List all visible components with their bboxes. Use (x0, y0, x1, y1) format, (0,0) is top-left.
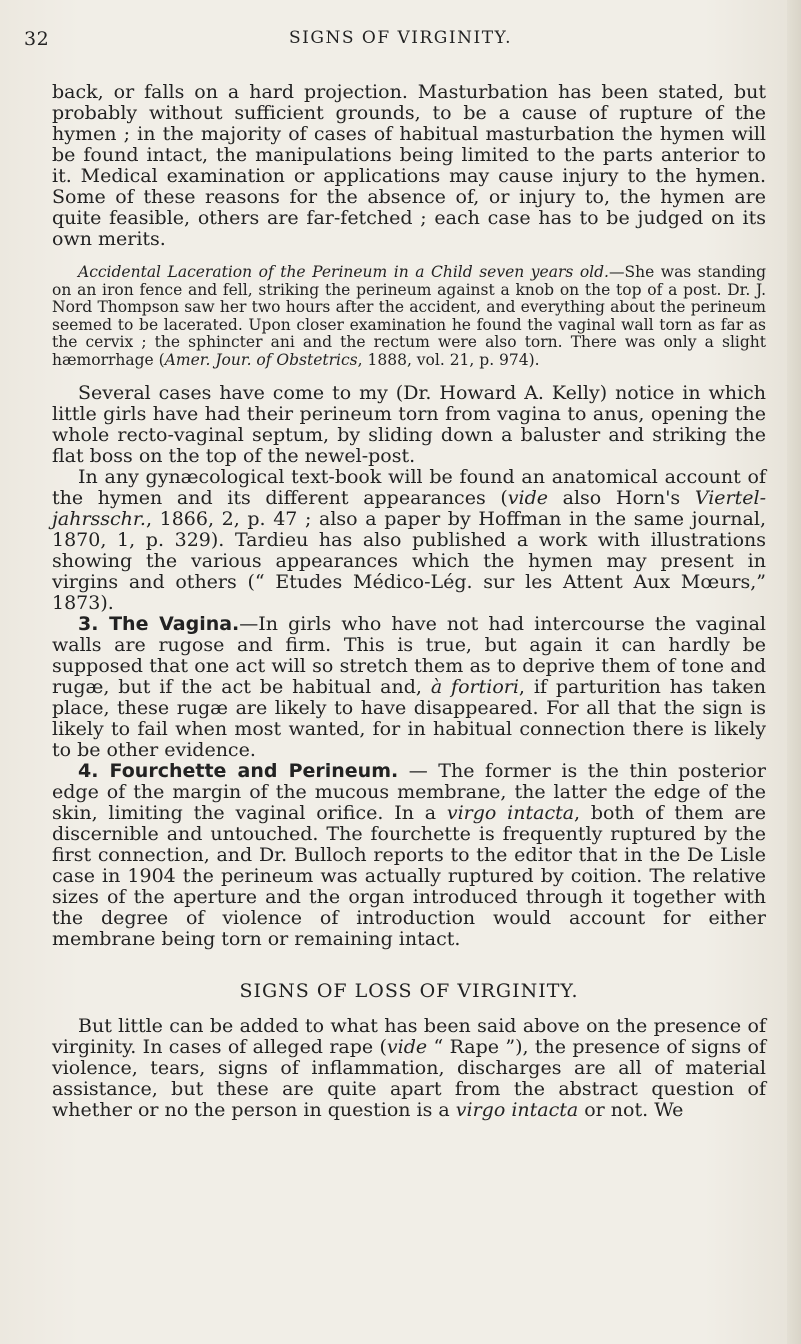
vide-italic: vide (507, 487, 548, 509)
journal-italic: Viertel-jahrsschr. (52, 487, 766, 530)
section-vagina-text: —In girls who have not had intercourse the vaginal walls are rugose and firm. This is true, but again it can hardly be supposed that one act will so stretch them as to deprive them of tone and rugæ, but if the act be habitual and, (52, 613, 766, 698)
heading-vagina: 3. The Vagina. (78, 613, 240, 635)
paragraph-anatomy-text-2: also Horn's (547, 487, 695, 509)
case-title: Accidental Laceration of the Perineum in a Child seven years old. (78, 263, 609, 281)
fortiori-italic: à fortiori (430, 676, 519, 698)
page-edge (787, 0, 801, 1344)
paragraph-anatomy-text-3: , 1866, 2, p. 47 ; also a paper by Hoffman in the same journal, 1870, 1, p. 329). Tardieu has also published a work with illustrations showing the various appearances which the hymen may present in virgins and others (“ Etudes Médico-Lég. sur les Attent Aux Mœurs,” 1873). (52, 508, 766, 614)
vide-italic-2: vide (386, 1036, 428, 1058)
page-number: 32 (24, 28, 50, 50)
section-vagina-text-2: , if parturition has taken place, these rugæ are likely to have disappeared. For all that the sign is likely to fail when most wanted, for in habitual connection there is likely to be other evidence. (52, 676, 766, 761)
paragraph-masturbation: back, or falls on a hard projection. Masturbation has been stated, but probably without sufficient grounds, to be a cause of rupture of the hymen ; in the majority of cases of habitual masturbation the hymen will be found intact, the manipulations being limited to the parts anterior to it. Medical examination or applications may cause injury to the hymen. Some of these reasons for the absence of, or injury to, the hymen are quite feasible, others are far-fetched ; each case has to be judged on its own merits. (52, 81, 766, 250)
section-vagina (52, 614, 766, 761)
paragraph-loss-text-3: or not. We (578, 1099, 684, 1121)
section-fourchette-text: — The former is the thin posterior edge of the margin of the mucous membrane, the latter the edge of the skin, limiting the vaginal orifice. In a (52, 760, 767, 824)
paragraph-anatomy-text: In any gynæcological text-book will be found an anatomical account of the hymen and its different appearances ( (52, 466, 766, 509)
running-head: SIGNS OF VIRGINITY. (289, 28, 512, 48)
case-text: —She was standing on an iron fence and fell, striking the perineum against a knob on the top of a post. Dr. J. Nord Thompson saw her two hours after the accident, and everything about the perineum seemed to be lacerated. Upon closer examination he found the vaginal wall torn as far as the cervix ; the sphincter ani and the rectum were also torn. There was only a slight hæmorrhage ( (52, 263, 766, 369)
case-journal: Amer. Jour. of Obstetrics (164, 350, 358, 369)
virgo-italic: virgo intacta (446, 802, 575, 824)
paragraph-loss-text-2: “ Rape ”), the presence of signs of violence, tears, signs of inflammation, discharges are all of material assistance, but these are quite apart from the abstract question of whether or no the person in question is a (52, 1036, 766, 1121)
paragraph-loss-of-virginity (52, 1016, 766, 1121)
page-header (20, 28, 781, 54)
virgo-italic-2: virgo intacta (455, 1099, 579, 1121)
paragraph-anatomy (52, 467, 766, 614)
case-citation: , 1888, vol. 21, p. 974). (357, 350, 540, 369)
page-content (52, 82, 766, 1121)
section-fourchette (52, 761, 766, 950)
paragraph-loss-text: But little can be added to what has been said above on the presence of virginity. In cases of alleged rape ( (52, 1015, 766, 1058)
paragraph-kelly-cases: Several cases have come to my (Dr. Howard A. Kelly) notice in which little girls have had their perineum torn from vagina to anus, opening the whole recto-vaginal septum, by sliding down a baluster and striking the flat boss on the top of the newel-post. (52, 382, 766, 467)
section-title: SIGNS OF LOSS OF VIRGINITY. (239, 980, 579, 1002)
case-report (52, 264, 766, 369)
section-fourchette-text-2: , both of them are discernible and untouched. The fourchette is frequently ruptured by the first connection, and Dr. Bulloch reports to the editor that in the De Lisle case in 1904 the perineum was actually ruptured by coition. The relative sizes of the aperture and the organ introduced through it together with the degree of violence of introduction would account for either membrane being torn or remaining intact. (52, 802, 766, 950)
heading-fourchette: 4. Fourchette and Perineum. (78, 760, 399, 782)
